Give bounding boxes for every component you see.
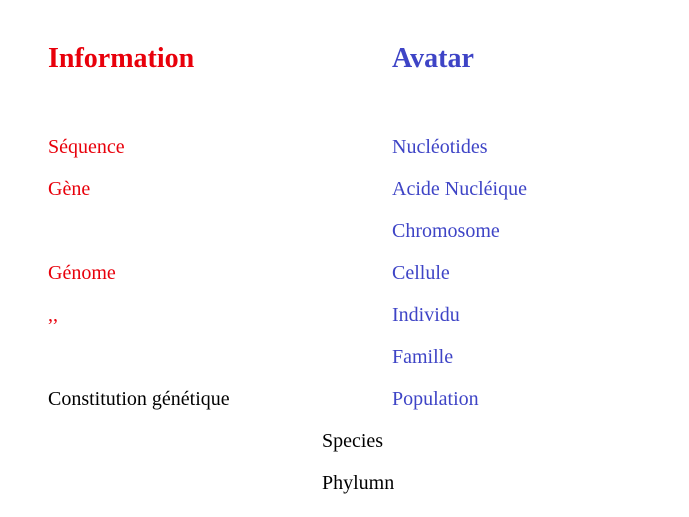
right-item-acide: Acide Nucléique <box>392 178 527 200</box>
right-item-individu: Individu <box>392 304 460 326</box>
left-item-sequence: Séquence <box>48 136 125 158</box>
left-item-ditto: ,, <box>48 304 58 326</box>
header-information: Information <box>48 43 195 74</box>
right-item-nucleotides: Nucléotides <box>392 136 488 158</box>
left-item-genome: Génome <box>48 262 116 284</box>
right-item-famille: Famille <box>392 346 454 368</box>
left-item-gene: Gène <box>48 178 91 200</box>
center-item-phylumn: Phylumn <box>322 472 395 494</box>
left-item-constitution: Constitution génétique <box>48 388 230 410</box>
right-item-cellule: Cellule <box>392 262 450 284</box>
right-item-population: Population <box>392 388 479 410</box>
header-avatar: Avatar <box>392 43 474 74</box>
center-item-species: Species <box>322 430 384 452</box>
right-item-chromosome: Chromosome <box>392 220 500 242</box>
